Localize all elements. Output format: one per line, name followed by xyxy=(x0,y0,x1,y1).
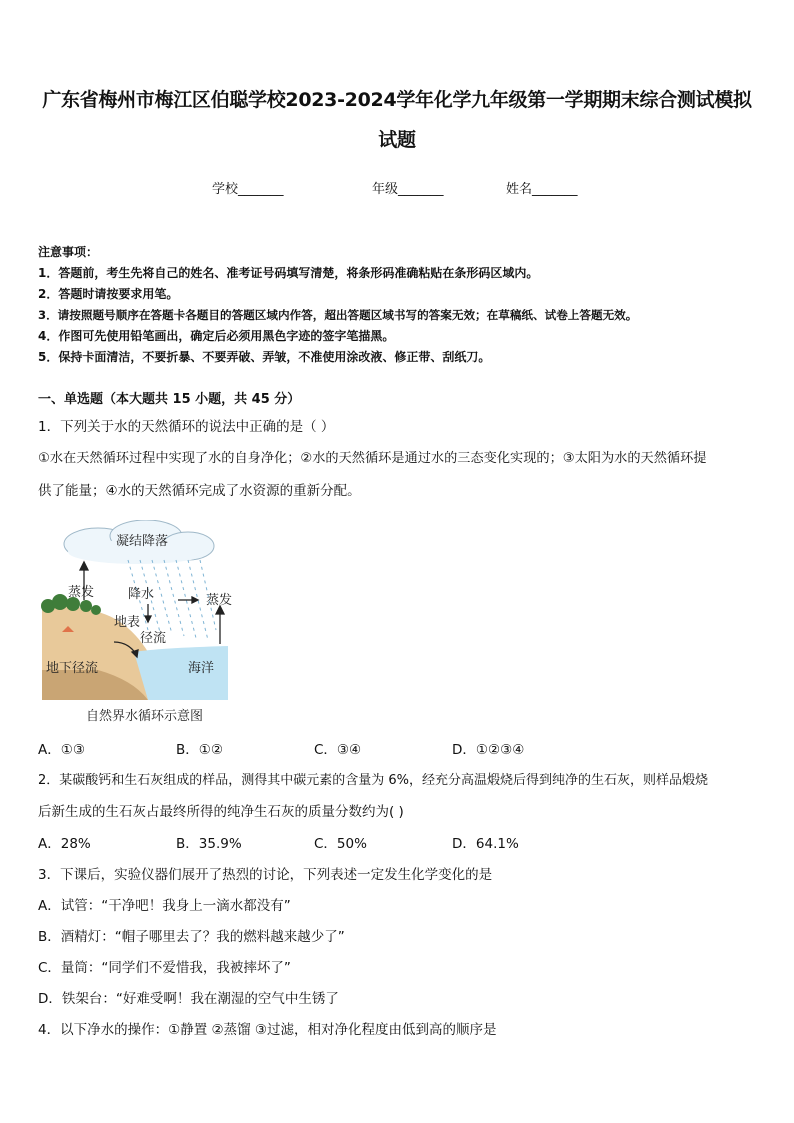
q1-detail-line-1: ①水在天然循环过程中实现了水的自身净化；②水的天然循环是通过水的三态变化实现的；③太阳为水的天然循环提 xyxy=(38,451,707,466)
notice-item: 2．答题时请按要求用笔。 xyxy=(38,287,179,301)
q1-option-d[interactable]: D．①②③④ xyxy=(452,742,525,758)
surface-label: 地表 xyxy=(114,615,141,630)
q3-option-d[interactable]: D．铁架台：“好难受啊！我在潮湿的空气中生锈了 xyxy=(38,991,339,1007)
figure-caption: 自然界水循环示意图 xyxy=(86,709,204,724)
q2-stem-line-1: 2．某碳酸钙和生石灰组成的样品，测得其中碳元素的含量为 6%，经充分高温煅烧后得到纯净的生石灰，则样品煅烧 xyxy=(38,773,709,788)
q2-option-c[interactable]: C．50% xyxy=(314,836,367,852)
notice-heading: 注意事项： xyxy=(38,245,99,259)
q3-option-c[interactable]: C．量筒：“同学们不爱惜我，我被摔坏了” xyxy=(38,960,291,976)
q2-option-b[interactable]: B．35.9% xyxy=(176,836,242,852)
evaporation-right-label: 蒸发 xyxy=(206,593,233,608)
underground-runoff-label: 地下径流 xyxy=(46,661,99,676)
ocean-label: 海洋 xyxy=(188,661,215,676)
q3-option-b[interactable]: B．酒精灯：“帽子哪里去了？我的燃料越来越少了” xyxy=(38,929,345,945)
q4-stem: 4．以下净水的操作：①静置 ②蒸馏 ③过滤，相对净化程度由低到高的顺序是 xyxy=(38,1022,497,1038)
water-cycle-diagram xyxy=(38,520,238,730)
notice-item: 5．保持卡面清洁，不要折暴、不要弄破、弄皱，不准使用涂改液、修正带、刮纸刀。 xyxy=(38,350,491,364)
q2-option-a[interactable]: A．28% xyxy=(38,836,91,852)
school-field[interactable]: 学校_______ xyxy=(212,182,284,197)
q3-option-a[interactable]: A．试管：“干净吧！我身上一滴水都没有” xyxy=(38,898,291,914)
arrow-head-icon xyxy=(192,597,198,603)
rain-label: 降水 xyxy=(128,587,155,602)
title-line-2: 试题 xyxy=(378,129,416,151)
section-heading: 一、单选题（本大题共 15 小题，共 45 分） xyxy=(38,392,301,407)
student-info-row xyxy=(0,178,794,200)
q2-option-d[interactable]: D．64.1% xyxy=(452,836,519,852)
notice-item: 4．作图可先使用铅笔画出，确定后必须用黑色字迹的签字笔描黑。 xyxy=(38,329,395,343)
grade-field[interactable]: 年级_______ xyxy=(372,182,444,197)
evaporation-left-label: 蒸发 xyxy=(68,585,95,600)
arrow-head-icon xyxy=(80,562,88,570)
cloud-label: 凝结降落 xyxy=(116,534,169,549)
q1-option-a[interactable]: A．①③ xyxy=(38,742,85,758)
q1-detail-line-2: 供了能量；④水的天然循环完成了水资源的重新分配。 xyxy=(38,483,361,499)
q2-stem-line-2: 后新生成的生石灰占最终所得的纯净生石灰的质量分数约为( ) xyxy=(38,804,404,820)
q1-option-b[interactable]: B．①② xyxy=(176,742,223,758)
notice-block xyxy=(38,242,637,368)
exam-title xyxy=(30,80,764,160)
q1-option-c[interactable]: C．③④ xyxy=(314,742,362,758)
name-field[interactable]: 姓名_______ xyxy=(506,182,578,197)
runoff-label: 径流 xyxy=(140,631,167,646)
notice-item: 3．请按照题号顺序在答题卡各题目的答题区域内作答，超出答题区域书写的答案无效；在草稿纸、试卷上答题无效。 xyxy=(38,308,638,322)
q3-stem: 3．下课后，实验仪器们展开了热烈的讨论，下列表述一定发生化学变化的是 xyxy=(38,867,493,883)
q1-stem: 1．下列关于水的天然循环的说法中正确的是（ ） xyxy=(38,419,335,435)
title-line-1: 广东省梅州市梅江区伯聪学校2023-2024学年化学九年级第一学期期末综合测试模拟 xyxy=(42,89,752,111)
notice-item: 1．答题前，考生先将自己的姓名、准考证号码填写清楚，将条形码准确粘贴在条形码区域内。 xyxy=(38,266,539,280)
water-cycle-figure xyxy=(38,520,238,730)
